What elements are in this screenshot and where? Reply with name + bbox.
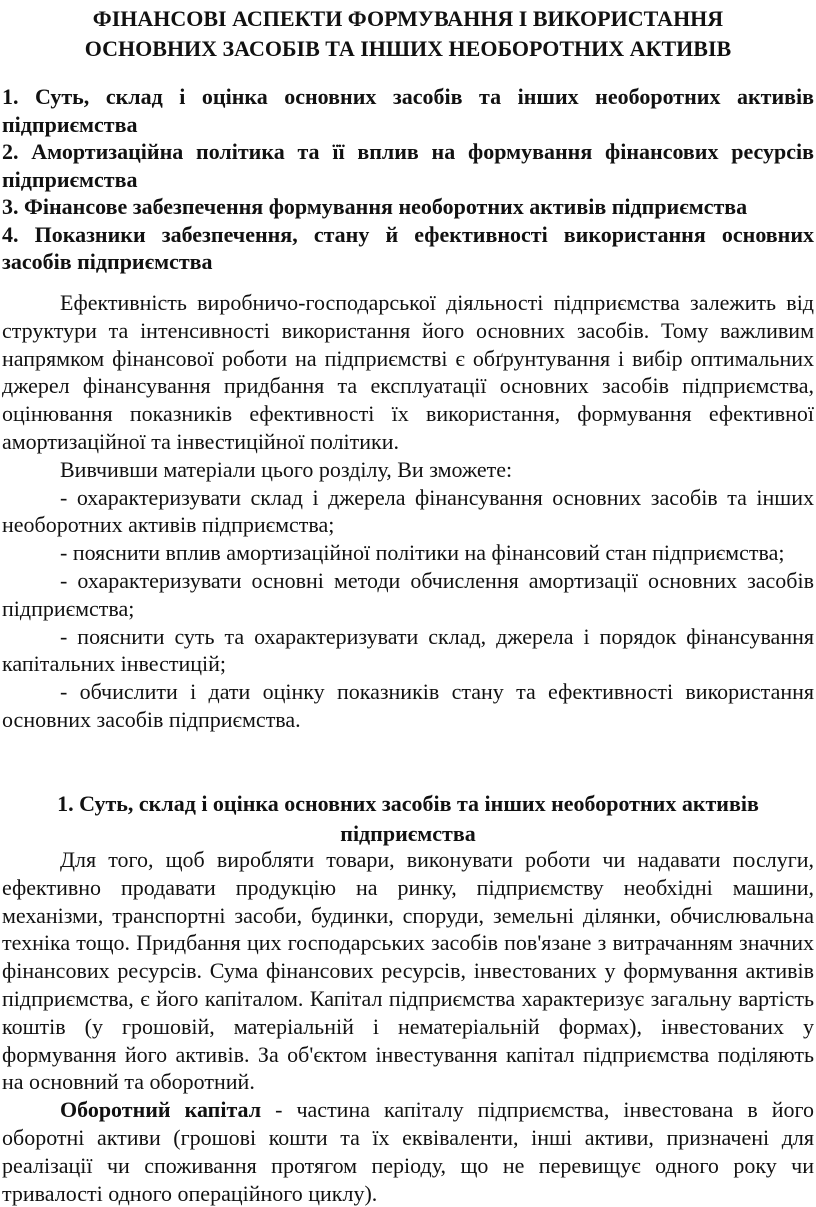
section-1-paragraph-1: Для того, щоб виробляти товари, виконувати роботи чи надавати послуги, ефективно продавати продукцію на ринку, підприємству необхідні машини, механізми, транспортні засоби, будинки, споруди, земельні ділянки, обчислювальна техніка тощо. Придбання цих господарських засобів пов'язане з витрачанням значних фінансових ресурсів. Сума фінансових ресурсів, інвестованих у формування активів підприємства, є його капіталом. Капітал підприємства характеризує загальну вартість коштів (у грошовій, матеріальній і нематеріальній формах), інвестованих у формування його активів. За об'єктом інвестування капітал підприємства поділяють на основний та оборотний. — [2, 847, 814, 1095]
intro-paragraph: Ефективність виробничо-господарської діяльності підприємства залежить від структури та інтенсивності використання його основних засобів. Тому важливим напрямком фінансової роботи на підприємстві є обґрунтування і вибір оптимальних джерел фінансування придбання та експлуатації основних засобів підприємства, оцінювання показників ефективності їх використання, формування ефективної амортизаційної та інвестиційної політики. — [2, 290, 814, 454]
outcome-item-5: - обчислити і дати оцінку показників стану та ефективності використання основних засобів підприємства. — [2, 679, 814, 732]
term-working-capital: Оборотний капітал — [60, 1097, 262, 1123]
outcome-item-2: - пояснити вплив амортизаційної політики на фінансовий стан підприємства; — [60, 540, 785, 566]
intro-lead: Вивчивши матеріали цього розділу, Ви зможете: — [60, 456, 513, 482]
section-1-paragraph-2 — [2, 1096, 814, 1207]
toc-item-3: 3. Фінансове забезпечення формування необоротних активів підприємства — [2, 194, 748, 219]
term-definition: - частина капіталу підприємства, інвестована в його оборотні активи (грошові кошти та їх еквіваленти, інші активи, призначені для реалізації чи споживання протягом періоду, що не перевищує одного року чи тривалості одного операційного циклу). — [2, 1097, 814, 1206]
document-title-line-2: ОСНОВНИХ ЗАСОБІВ ТА ІНШИХ НЕОБОРОТНИХ АКТИВІВ — [84, 36, 732, 61]
toc-item-2: 2. Амортизаційна політика та її вплив на формування фінансових ресурсів підприємства — [2, 139, 814, 192]
toc-item-4: 4. Показники забезпечення, стану й ефективності використання основних засобів підприємства — [2, 221, 814, 274]
toc-item-1: 1. Суть, склад і оцінка основних засобів та інших необоротних активів підприємства — [2, 84, 814, 137]
table-of-contents — [2, 83, 814, 276]
document-title — [0, 4, 816, 64]
document-title-line-1: ФІНАНСОВІ АСПЕКТИ ФОРМУВАННЯ І ВИКОРИСТАННЯ — [92, 6, 724, 31]
outcome-item-3: - охарактеризувати основні методи обчислення амортизації основних засобів підприємства; — [2, 567, 814, 621]
outcome-item-1: - охарактеризувати склад і джерела фінансування основних засобів та інших необоротних активів підприємства; — [2, 484, 814, 538]
section-1-heading-line-2: підприємства — [340, 821, 476, 846]
intro-block — [2, 289, 814, 734]
outcome-item-4: - пояснити суть та охарактеризувати склад, джерела і порядок фінансування капітальних інвестицій; — [2, 623, 814, 677]
section-1-body — [2, 846, 814, 1207]
section-1-heading-line-1: 1. Суть, склад і оцінка основних засобів та інших необоротних активів — [57, 791, 759, 816]
section-1-heading — [0, 789, 816, 849]
